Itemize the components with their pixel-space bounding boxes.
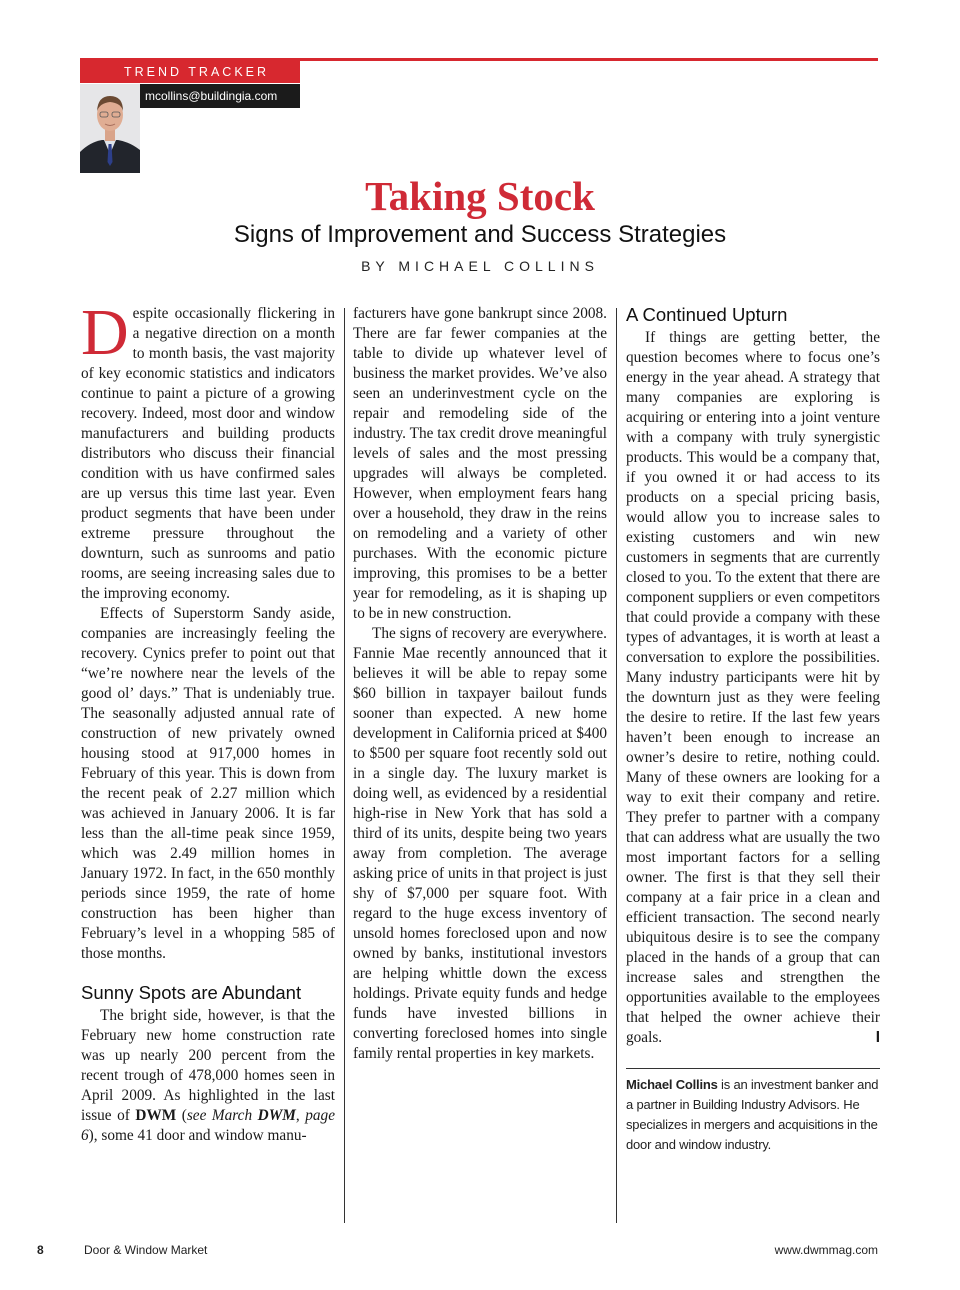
- page-footer: [0, 1243, 960, 1261]
- section-label: TREND TRACKER: [80, 61, 300, 83]
- paragraph: Effects of Superstorm Sandy aside, companies are increasingly feeling the recovery. Cynics prefer to point out that “we’re nowhere near the levels of the good ol’ days.” That is undeniably true. The seasonally adjusted annual rate of construction of new privately owned housing stood at 917,000 homes in February of this year. This is down from the recent peak of 2.27 million which was achieved in January 2006. It is far less than the all-time peak since 1959, which was 2.49 million homes in January 1972. In fact, in the 650 monthly periods since 1959, the rate of home construction has been higher than February’s level in a whopping 585 of those months.: [81, 605, 335, 962]
- website-link[interactable]: www.dwmmag.com: [774, 1243, 878, 1257]
- section-heading: Sunny Spots are Abundant: [81, 982, 302, 1003]
- column-divider: [344, 308, 345, 1223]
- author-portrait-image: [80, 84, 140, 173]
- page-number: 8: [37, 1243, 44, 1257]
- author-email[interactable]: mcollins@buildingia.com: [140, 84, 300, 108]
- bio-author-name: Michael Collins: [626, 1077, 718, 1092]
- article-column-2: [353, 304, 607, 1064]
- paragraph: The bright side, however, is that the February new home construction rate was up nearly 200 percent from the recent trough of 478,000 homes seen in April 2009. As highlighted in the last issue of DWM (see March DWM, page 6), some 41 door and window manu-: [81, 1007, 335, 1144]
- bio-divider: [626, 1068, 880, 1069]
- section-heading: A Continued Upturn: [626, 304, 788, 325]
- bio-text: is an investment banker and a partner in Building Industry Advisors. He specializes in mergers and acquisitions in the door and window industry.: [626, 1077, 879, 1152]
- column-divider: [616, 308, 617, 1223]
- article-title: Taking Stock: [365, 173, 595, 219]
- citation-publication: DWM: [257, 1107, 296, 1124]
- drop-cap: D: [81, 296, 129, 369]
- paragraph: facturers have gone bankrupt since 2008. There are far fewer companies at the table to divide up whatever level of business the market provides. We’ve also seen an underinvestment cycle on the repair and remodeling side of the industry. The tax credit drove meaningful levels of sales and the most pressing upgrades will always be completed. However, when employment fears hang over a household, they draw in the reins on remodeling and a variety of other purchases. With the economic picture improving, this promises to be a better year for remodeling, as it is shaping up to be in new construction.: [353, 305, 607, 622]
- article-subtitle: Signs of Improvement and Success Strategies: [233, 221, 727, 248]
- article-column-1: [81, 296, 335, 1146]
- paragraph-text: The bright side, however, is that the February new home construction rate was up nearly 200 percent from the recent trough of 478,000 homes seen in April 2009. As highlighted in the last issue of: [81, 1007, 335, 1124]
- publication-abbrev: DWM: [135, 1107, 177, 1124]
- paragraph: [626, 328, 880, 1048]
- citation-page: page 6: [81, 1107, 335, 1144]
- paragraph: [81, 296, 335, 604]
- publication-name: Door & Window Market: [84, 1243, 208, 1257]
- paragraph-text: If things are getting better, the question becomes where to focus one’s energy in the year ahead. A strategy that many companies are exploring is acquiring or entering into a joint venture with a company with truly synergistic products. This would be a company that, if you owned it or had access to its products on a special pricing basis, would allow you to increase sales to existing customers and win new customers in segments that are currently closed to you. To the extent that there are component suppliers or even competitors that could provide a company with these types of advantages, it is worth at least a conversation to explore the possibilities. Many industry participants were hit by the downturn just as they were feeling the desire to retire. If the last few years haven’t been enough to increase an owner’s desire to retire, nothing could. Many of these owners are looking for a way to exit their company and retire. They prefer to partner with a company that can address what are usually the two most important factors for a selling owner. The first is that they sell their company at a fair price in a clean and efficient transaction. The second nearly ubiquitous desire is to see the company placed in the hands of a group that can increase sales and strengthen the opportunities available to the employees that helped the owner achieve their goals.: [626, 329, 880, 1046]
- paragraph-text: espite occasionally flickering in a negative direction on a month to month basis, the vast majority of key economic statistics and indicators continue to paint a picture of a growing recovery. Indeed, most door and window manufacturers and building products distributors who discuss their financial condition with us have confirmed sales are up versus this time last year. Even product segments that have been under extreme pressure throughout the downturn, such as sunrooms and patio rooms, are seeing increasing sales due to the improving economy.: [81, 305, 335, 602]
- author-photo: [80, 84, 140, 173]
- author-bio: [626, 1075, 880, 1155]
- end-mark-icon: I: [875, 1029, 880, 1046]
- citation-text: see March: [186, 1107, 253, 1124]
- paragraph-text: ), some 41 door and window manu-: [88, 1127, 307, 1144]
- paragraph: The signs of recovery are everywhere. Fannie Mae recently announced that it believes it will be able to repay some $60 billion in taxpayer bailout funds sooner than expected. A new home development in California priced at $400 to $500 per square foot recently sold out in a single day. The luxury market is doing well, as evidenced by a residential high-rise in New York that has sold a third of its units, despite being two years away from completion. The average asking price of units in that project is just shy of $7,000 per square foot. With regard to the huge excess inventory of unsold homes foreclosed upon and now owned by banks, institutional investors are helping whittle down the excess holdings. Private equity funds and hedge funds have invested billions in converting foreclosed homes into single family rental properties in key markets.: [353, 625, 607, 1062]
- article-byline: BY MICHAEL COLLINS: [361, 258, 599, 274]
- article-column-3: [626, 304, 880, 1155]
